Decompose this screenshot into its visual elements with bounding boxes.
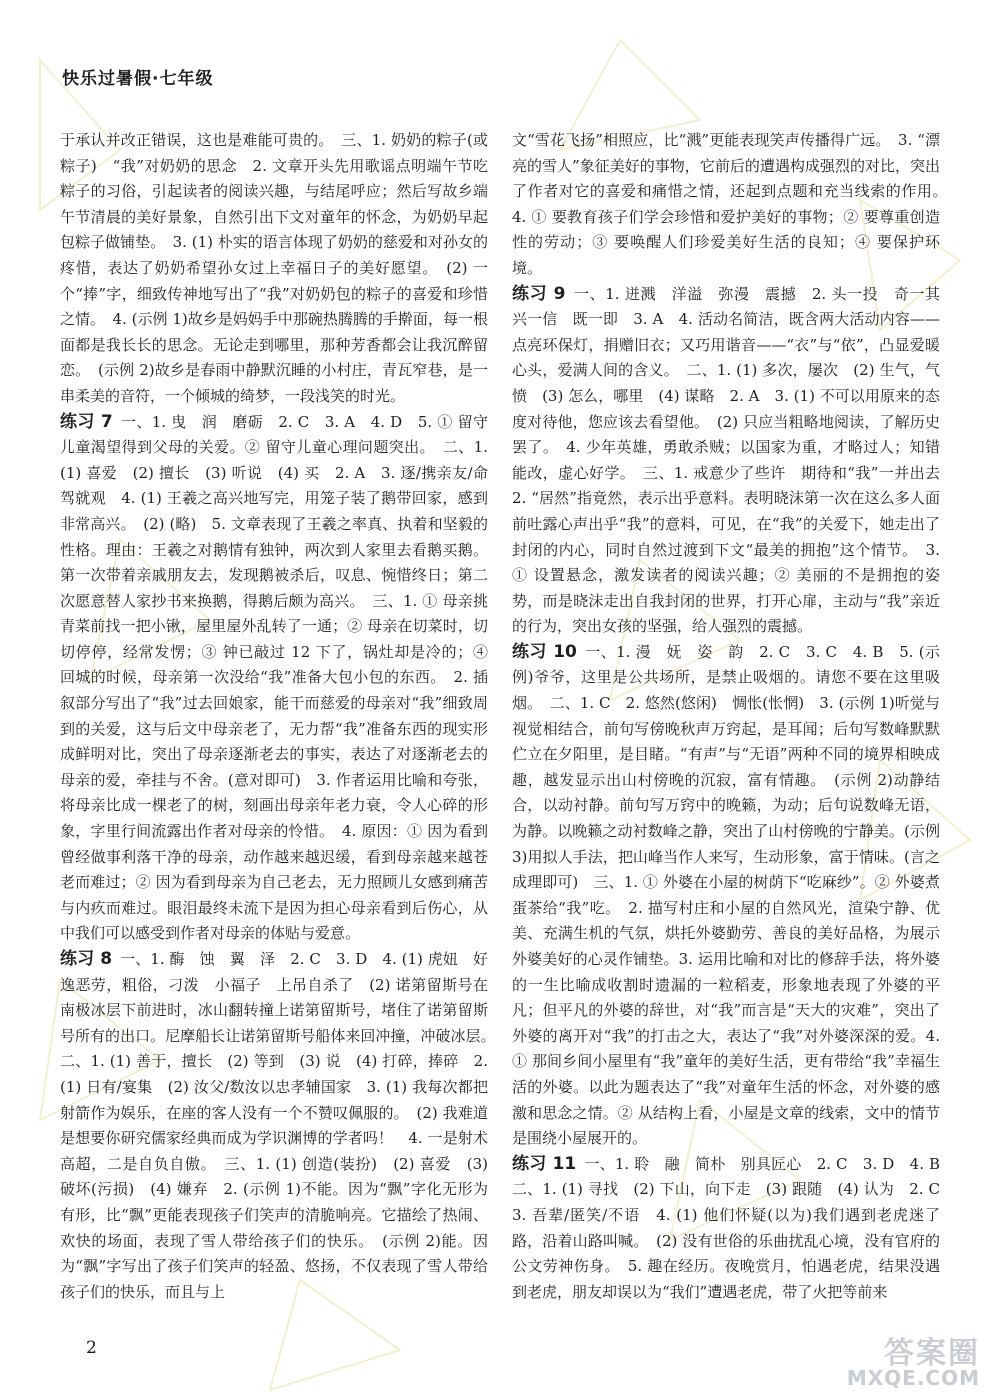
- left-column: [60, 128, 504, 1305]
- answer-paragraph: [60, 128, 488, 410]
- exercise-10-title: 练习 10: [512, 641, 577, 662]
- exercise-8-title: 练习 8: [60, 949, 113, 969]
- right-column: [512, 128, 956, 1305]
- exercise-10-text: 一、1. 漫 妩 姿 韵 2. C 3. C 4. B 5. (示例)爷爷，这里是公共场所，是禁止吸烟的。请您不要在这里吸烟。 二、1. C 2. 悠然(悠闲) 惆怅(怅惘) 3. (示例 1)听觉与视觉相结合，前句写傍晚秋声万窍起，是耳闻；后句写数峰默默伫立在夕阳里，是目睹。“有声”与“无语”两种不同的境界相映成趣，越发显示出山村傍晚的沉寂，富有情趣。 (示例 2)动静结合，以动衬静。前句写万窍中的晚籁，为动；后句说数峰无语，为静。以晚籁之动衬数峰之静，突出了山村傍晚的宁静美。(示例 3)用拟人手法，把山峰当作人来写，生动形象，富于情味。(言之成理即可) 三、1. ① 外婆在小屋的树荫下“吃麻纱”。② 外婆煮蛋茶给“我”吃。 2. 描写村庄和小屋的自然风光，渲染宁静、优美、充满生机的气氛，烘托外婆勤劳、善良的美好品格，为展示外婆美好的心灵作铺垫。3. 运用比喻和对比的修辞手法，将外婆的一生比喻成收割时遗漏的一粒稻麦，形象地表现了外婆的平凡；但平凡的外婆的辞世，对“我”而言是“天大的灾难”，突出了外婆的离开对“我”的打击之大，表达了“我”对外婆深深的爱。4. ① 那间乡间小屋里有“我”童年的美好生活，更有带给“我”幸福生活的外婆。以此为题表达了“我”对童年生活的怀念，对外婆的感激和思念之情。② 从结构上看，小屋是文章的线索，文中的情节是围绕小屋展开的。: [512, 642, 941, 1148]
- page-number: 2: [86, 1338, 97, 1358]
- watermark: [836, 1328, 986, 1390]
- exercise-7-text: 一、1. 曳 润 磨砺 2. C 3. A 4. D 5. ① 留守儿童渴望得到父母的关爱。② 留守儿童心理问题突出。 二、1. (1) 喜爱 (2) 擅长 (3) 听说 (4) 买 2. A 3. 逐/携亲友/命驾就观 4. (1) 王羲之高兴地写完，用笼子装了鹅带回家，感到非常高兴。 (2) (略) 5. 文章表现了王羲之率真、执着和坚毅的性格。理由：王羲之对鹅情有独钟，两次到人家里去看鹅买鹅。第一次带着亲戚朋友去，发现鹅被杀后，叹息、惋惜终日；第二次愿意替人家抄书来换鹅，得鹅后颇为高兴。 三、1. ① 母亲挑青菜前找一把小锹，屋里屋外乱转了一通；② 母亲在切菜时，切切停停，经常发愣；③ 钟已敲过 12 下了，锅灶却是冷的；④ 回城的时候，母亲第一次没给“我”准备大包小包的东西。 2. 插叙部分写出了“我”过去回娘家，能干而慈爱的母亲对“我”细致周到的关爱，这与后文中母亲老了，无力帮“我”准备东西的现实形成鲜明对比，突出了母亲逐渐老去的事实，表达了对逐渐老去的母亲的爱，牵挂与不舍。(意对即可) 3. 作者运用比喻和夸张，将母亲比成一棵老了的树，刻画出母亲年老力衰，令人心碎的形象，字里行间流露出作者对母亲的怜惜。 4. 原因：① 因为看到曾经做事利落干净的母亲，动作越来越迟缓，看到母亲越来越苍老而难过；② 因为看到母亲为自己老去，无力照顾儿女感到痛苦与内疚而难过。眼泪最终未流下是因为担心母亲看到后伤心，从中我们可以感受到作者对母亲的体贴与爱意。: [60, 412, 488, 943]
- exercise-11-title: 练习 11: [512, 1153, 577, 1174]
- exercise-7-answers: [60, 410, 488, 947]
- page-header-title: 快乐过暑假·七年级: [62, 69, 214, 89]
- exercise-11-answers: [512, 1152, 956, 1306]
- exercise-9-text: 一、1. 迸溅 洋溢 弥漫 震撼 2. 头一投 奇一其 兴一信 既一即 3. A 4. 活动名简洁，既含两大活动内容——点亮环保灯，捐赠旧衣；又巧用谐音——“衣”与“依”，凸显爱暖心头，爱满人间的含义。 二、1. (1) 多次，屡次 (2) 生气，气愤 (3) 怎么，哪里 (4) 谋略 2. A 3. (1) 不可以用原来的态度对待他，您应该去看望他。 (2) 只应当粗略地阅读，了解历史罢了。 4. 少年英雄，勇敢杀贼；以国家为重，才略过人；知错能改，虚心好学。 三、1. 戒意少了些许 期待和“我”一并出去 2. “居然”指竟然，表示出乎意料。表明晓沫第一次在这么多人面前吐露心声出乎“我”的意料，可见，在“我”的关爱下，她走出了封闭的内心，同时自然过渡到下文“最美的拥抱”这个情节。 3. ① 设置悬念，激发读者的阅读兴趣；② 美丽的不是拥抱的姿势，而是晓沫走出自我封闭的世界，打开心扉，主动与“我”亲近的行为，突出女孩的坚强，给人强烈的震撼。: [512, 284, 956, 636]
- exercise-11-text: 一、1. 聆 融 简朴 别具匠心 2. C 3. D 4. B 二、1. (1) 寻找 (2) 下山，向下走 (3) 跟随 (4) 认为 2. C 3. 吾辈/匿笑/不语 4. (1) 他们怀疑(以为)我们遇到老虎迷了路，沿着山路叫喊。 (2) 没有世俗的乐曲扰乱心境，没有官府的公文劳神伤身。 5. 趣在经历。夜晚赏月，怕遇老虎，结果没遇到老虎，朋友却误以为“我们”遭遇老虎，带了火把等前来: [512, 1154, 956, 1301]
- answer-paragraph: [512, 128, 956, 282]
- exercise-7-title: 练习 7: [60, 411, 113, 432]
- watermark-url: MXQE.COM: [846, 1366, 980, 1390]
- exercise-8-answers: [60, 947, 504, 1305]
- exercise-9-answers: [512, 282, 956, 640]
- exercise-10-answers: [512, 640, 940, 1152]
- answer-text: 文“雪花飞扬”相照应，比“溅”更能表现笑声传播得广远。 3. “漂亮的雪人”象征美好的事物，它前后的遭遇构成强烈的对比，突出了作者对它的喜爱和痛惜之情，还起到点题和充当线索的作用。 4. ① 要教育孩子们学会珍惜和爱护美好的事物；② 要尊重创造性的劳动；③ 要唤醒人们珍爱美好生活的良知；④ 要保护环境。: [512, 131, 956, 277]
- exercise-8-text: 一、1. 酶 蚀 翼 泽 2. C 3. D 4. (1) 虎妞 好逸恶劳，粗俗，刁泼 小福子 上吊自杀了 (2) 诺第留斯号在南极冰层下前进时，冰山翻转撞上诺第留斯号，堵住了诺第留斯号所有的出口。尼摩船长让诺第留斯号船体来回冲撞，冲破冰层。 二、1. (1) 善于，擅长 (2) 等到 (3) 说 (4) 打碎，捧碎 2. (1) 日有/宴集 (2) 汝父/数汝以忠孝辅国家 3. (1) 我每次都把射箭作为娱乐，在座的客人没有一个不赞叹佩服的。 (2) 我难道是想要你研究儒家经典而成为学识渊博的学者吗！ 4. 一是射术高超，二是自负自傲。 三、1. (1) 创造(装扮) (2) 喜爱 (3) 破坏(污损) (4) 嫌弃 2. (示例 1)不能。因为“飘”字化无形为有形，比“飘”更能表现孩子们笑声的清脆响亮。它描绘了热闹、欢快的场面，表现了雪人带给孩子们的快乐。 (示例 2)能。因为“飘”字写出了孩子们笑声的轻盈、悠扬，不仅表现了雪人带给孩子们的快乐，而且与上: [60, 950, 504, 1301]
- watermark-logo: 答案圈: [884, 1336, 980, 1371]
- answer-text: 于承认并改正错误，这也是难能可贵的。 三、1. 奶奶的粽子(或粽子) “我”对奶奶的思念 2. 文章开头先用歌谣点明端午节吃粽子的习俗，引起读者的阅读兴趣，与结尾呼应；然后写故乡端午节清晨的美好景象，自然引出下文对童年的怀念，为奶奶早起包粽子做铺垫。 3. (1) 朴实的语言体现了奶奶的慈爱和对孙女的疼惜，表达了奶奶希望孙女过上幸福日子的美好愿望。 (2) 一个“捧”字，细致传神地写出了“我”对奶奶包的粽子的喜爱和珍惜之情。 4. (示例 1)故乡是妈妈手中那碗热腾腾的手擀面，每一根面都是我长长的思念。无论走到哪里，那种芳香都会让我沉醉留恋。 (示例 2)故乡是春雨中静默沉睡的小村庄，青瓦窄巷，是一串柔美的音符，一个倾城的绮梦，一段浅笑的时光。: [60, 131, 488, 405]
- exercise-9-title: 练习 9: [512, 283, 566, 304]
